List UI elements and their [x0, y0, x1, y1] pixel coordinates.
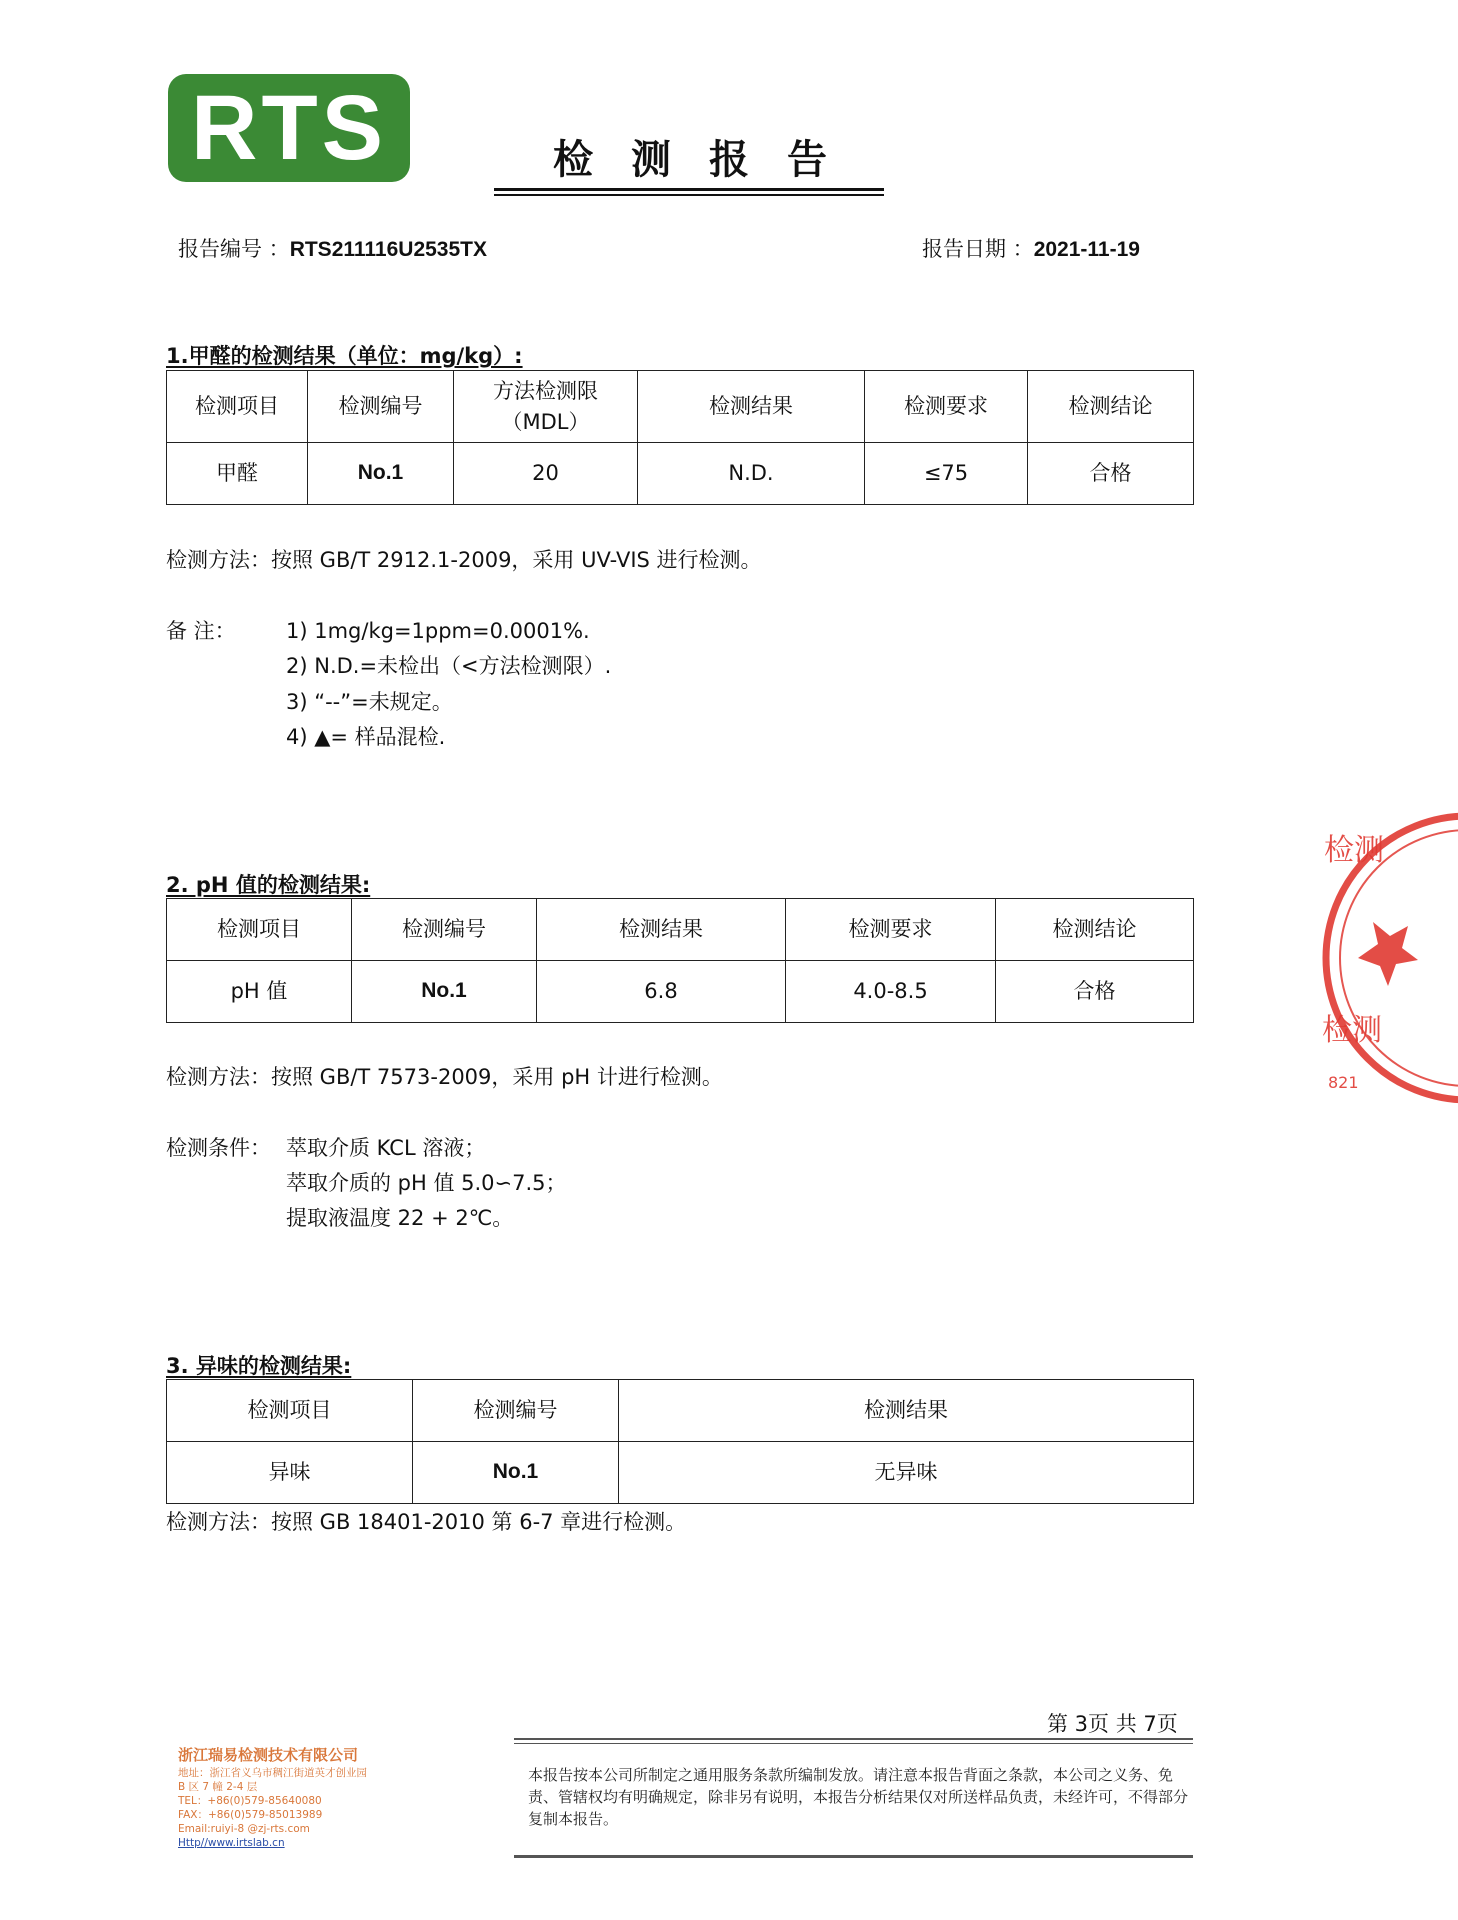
report-date-label: 报告日期 ： [922, 237, 1034, 261]
report-number-value: RTS211116U2535TX [289, 238, 488, 261]
company-address-1: 地址：浙江省义乌市稠江街道英才创业园 [178, 1767, 367, 1779]
title-underline [494, 188, 884, 191]
table-cell: 4.0-8.5 [786, 961, 996, 1023]
footer-divider [514, 1738, 1193, 1740]
table-cell: 6.8 [537, 961, 786, 1023]
table-cell: 异味 [167, 1442, 413, 1504]
condition-item: 萃取介质 KCL 溶液； [286, 1136, 486, 1160]
header-cell: 检测编号 [308, 371, 454, 443]
table-cell: 合格 [996, 961, 1194, 1023]
company-website-link[interactable]: Http//www.irtslab.cn [178, 1837, 285, 1849]
header-cell: 检测结论 [1028, 371, 1194, 443]
logo-text: RTS [191, 77, 387, 179]
company-info [178, 1744, 498, 1850]
table-cell: 合格 [1028, 443, 1194, 505]
section3-method: 检测方法：按照 GB 18401-2010 第 6-7 章进行检测。 [166, 1510, 687, 1534]
header-cell: 检测项目 [167, 899, 352, 961]
company-tel: TEL：+86(0)579-85640080 [178, 1795, 322, 1807]
table-cell: 20 [454, 443, 638, 505]
header-cell: 检测结果 [537, 899, 786, 961]
notes-label: 备 注： [166, 619, 236, 643]
table-cell: No.1 [352, 961, 537, 1023]
footer-bottom-rule [514, 1855, 1193, 1858]
condition-item: 萃取介质的 pH 值 5.0∽7.5； [286, 1171, 567, 1195]
condition-item: 提取液温度 22 + 2℃。 [286, 1206, 514, 1230]
footer-divider-2 [514, 1743, 1193, 1744]
table-header-row [167, 1380, 1194, 1442]
table-row [167, 1442, 1194, 1504]
table-header-row [167, 899, 1194, 961]
table-row [167, 961, 1194, 1023]
official-seal-stamp [1318, 808, 1458, 1108]
header-mdl-line1: 方法检测限 [493, 379, 598, 404]
header-cell: 检测结果 [638, 371, 865, 443]
formaldehyde-table [166, 370, 1194, 505]
note-item: 4) ▲= 样品混检. [286, 725, 446, 749]
company-email[interactable]: Email:ruiyi-8 @zj-rts.com [178, 1823, 310, 1835]
stamp-chars-top: 检测 [1324, 833, 1384, 868]
table-cell: pH 值 [167, 961, 352, 1023]
report-number-label: 报告编号 ： [178, 237, 290, 261]
table-header-row [167, 371, 1194, 443]
section2-method: 检测方法：按照 GB/T 7573-2009，采用 pH 计进行检测。 [166, 1065, 723, 1089]
note-item: 1) 1mg/kg=1ppm=0.0001%. [286, 619, 590, 643]
company-address-2: B 区 7 幢 2-4 层 [178, 1781, 258, 1793]
table-row [167, 443, 1194, 505]
header-cell: 检测编号 [352, 899, 537, 961]
header-cell: 检测结论 [996, 899, 1194, 961]
page-number: 第 3页 共 7页 [1047, 1712, 1178, 1736]
table-cell: 甲醛 [167, 443, 308, 505]
title-underline-2 [494, 194, 884, 196]
table-cell: 无异味 [619, 1442, 1194, 1504]
header-cell: 检测项目 [167, 371, 308, 443]
section1-method: 检测方法：按照 GB/T 2912.1-2009，采用 UV-VIS 进行检测。 [166, 548, 762, 572]
report-title: 检测报告 [553, 137, 865, 183]
section2-heading: 2. pH 值的检测结果: [166, 873, 371, 897]
table-cell: No.1 [308, 443, 454, 505]
note-item: 3) “--”=未规定。 [286, 690, 453, 714]
header-mdl-line2: （MDL） [501, 409, 590, 434]
header-cell: 检测要求 [865, 371, 1028, 443]
table-cell: N.D. [638, 443, 865, 505]
report-date-value: 2021-11-19 [1033, 238, 1140, 261]
table-cell: No.1 [413, 1442, 619, 1504]
ph-table [166, 898, 1194, 1023]
company-name: 浙江瑞易检测技术有限公司 [178, 1746, 359, 1764]
header-cell: 检测结果 [619, 1380, 1194, 1442]
company-fax: FAX：+86(0)579-85013989 [178, 1809, 323, 1821]
stamp-chars-bottom: 检测 [1322, 1013, 1382, 1048]
section3-heading: 3. 异味的检测结果: [166, 1354, 352, 1378]
note-item: 2) N.D.=未检出（<方法检测限）. [286, 654, 612, 678]
section1-heading: 1.甲醛的检测结果（单位：mg/kg）: [166, 344, 523, 368]
header-cell [454, 371, 638, 443]
report-date [922, 233, 1140, 263]
header-cell: 检测项目 [167, 1380, 413, 1442]
odor-table [166, 1379, 1194, 1504]
terms-statement: 本报告按本公司所制定之通用服务条款所编制发放。请注意本报告背面之条款，本公司之义务、免责、管辖权均有明确规定，除非另有说明，本报告分析结果仅对所送样品负责，未经许可，不得部分复制本报告。 [528, 1766, 1189, 1828]
table-cell: ≤75 [865, 443, 1028, 505]
stamp-digits: 821 [1328, 1073, 1359, 1092]
header-cell: 检测要求 [786, 899, 996, 961]
report-number [178, 233, 487, 263]
header-cell: 检测编号 [413, 1380, 619, 1442]
conditions-label: 检测条件： [166, 1136, 271, 1160]
company-logo [168, 74, 410, 182]
